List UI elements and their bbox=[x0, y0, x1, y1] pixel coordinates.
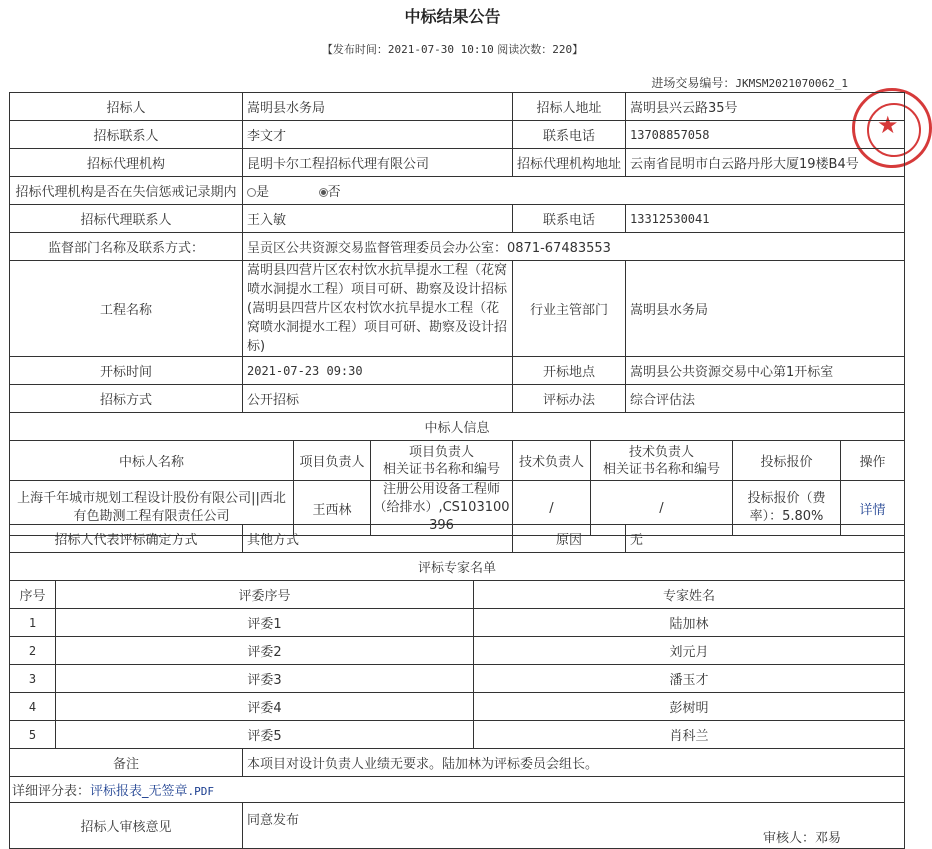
winner-tech-cert: / bbox=[591, 481, 733, 536]
expert-no: 4 bbox=[10, 693, 56, 721]
reason-label: 原因 bbox=[513, 525, 626, 553]
expert-no: 2 bbox=[10, 637, 56, 665]
remarks-table bbox=[9, 748, 905, 849]
confirm-label: 招标人代表评标确定方式 bbox=[10, 525, 243, 553]
winner-name: 上海千年城市规划工程设计股份有限公司||西北有色勘测工程有限责任公司 bbox=[10, 481, 294, 536]
agency-label: 招标代理机构 bbox=[10, 149, 243, 177]
table-row bbox=[10, 665, 905, 693]
winner-header-name: 中标人名称 bbox=[10, 441, 294, 481]
dept-value: 嵩明县水务局 bbox=[626, 261, 905, 357]
expert-name: 彭树明 bbox=[474, 693, 905, 721]
credit-label: 招标代理机构是否在失信惩戒记录期内 bbox=[10, 177, 243, 205]
review-opinion: 同意发布 bbox=[247, 813, 300, 828]
credit-options bbox=[243, 177, 905, 205]
agency-value: 昆明卡尔工程招标代理有限公司 bbox=[243, 149, 513, 177]
views-label: 阅读次数： bbox=[497, 43, 553, 56]
experts-header-no: 序号 bbox=[10, 581, 56, 609]
views-count: 220 bbox=[552, 43, 573, 56]
supervisor-label: 监督部门名称及联系方式： bbox=[10, 233, 243, 261]
expert-seq: 评委3 bbox=[56, 665, 474, 693]
eval-method-value: 综合评估法 bbox=[626, 385, 905, 413]
tenderer-addr-label: 招标人地址 bbox=[513, 93, 626, 121]
project-label: 工程名称 bbox=[10, 261, 243, 357]
method-label: 招标方式 bbox=[10, 385, 243, 413]
tender-info-table bbox=[9, 92, 905, 441]
winner-header-pm: 项目负责人 bbox=[294, 441, 371, 481]
expert-seq: 评委5 bbox=[56, 721, 474, 749]
expert-seq: 评委4 bbox=[56, 693, 474, 721]
remarks-label: 备注 bbox=[10, 749, 243, 777]
score-report-ext: .PDF bbox=[187, 785, 215, 798]
contact-value: 李文才 bbox=[243, 121, 513, 149]
expert-no: 3 bbox=[10, 665, 56, 693]
credit-yes-label: 是 bbox=[256, 185, 270, 200]
publish-time: 2021-07-30 10:10 bbox=[387, 43, 494, 56]
reviewer-name: 邓易 bbox=[815, 831, 842, 846]
winner-header-tech-cert: 技术负责人 相关证书名称和编号 bbox=[591, 441, 733, 481]
expert-no: 1 bbox=[10, 609, 56, 637]
experts-header-name: 专家姓名 bbox=[474, 581, 905, 609]
supervisor-value: 呈贡区公共资源交易监督管理委员会办公室：0871-67483553 bbox=[243, 233, 905, 261]
trade-code-label: 进场交易编号： bbox=[651, 76, 736, 90]
method-value: 公开招标 bbox=[243, 385, 513, 413]
publish-info bbox=[0, 41, 905, 57]
table-row bbox=[10, 721, 905, 749]
winner-pm: 王西林 bbox=[294, 481, 371, 536]
credit-yes-radio[interactable] bbox=[247, 188, 256, 197]
trade-code-value: JKMSM2021070062_1 bbox=[735, 77, 848, 90]
open-time-label: 开标时间 bbox=[10, 357, 243, 385]
agency-contact-label: 招标代理联系人 bbox=[10, 205, 243, 233]
winner-header-action: 操作 bbox=[841, 441, 905, 481]
agency-addr-label: 招标代理机构地址 bbox=[513, 149, 626, 177]
winner-detail-link[interactable]: 详情 bbox=[859, 502, 886, 518]
remarks-value: 本项目对设计负责人业绩无要求。陆加林为评标委员会组长。 bbox=[243, 749, 905, 777]
page-title: 中标结果公告 bbox=[404, 7, 501, 26]
tenderer-label: 招标人 bbox=[10, 93, 243, 121]
expert-name: 陆加林 bbox=[474, 609, 905, 637]
open-place-label: 开标地点 bbox=[513, 357, 626, 385]
table-row bbox=[10, 637, 905, 665]
agency-contact-value: 王入敏 bbox=[243, 205, 513, 233]
expert-name: 刘元月 bbox=[474, 637, 905, 665]
publish-prefix: 【发布时间： bbox=[321, 43, 388, 56]
table-row bbox=[10, 609, 905, 637]
credit-no-radio[interactable] bbox=[319, 188, 328, 197]
tenderer-value: 嵩明县水务局 bbox=[243, 93, 513, 121]
dept-label: 行业主管部门 bbox=[513, 261, 626, 357]
winner-header-pm-cert: 项目负责人 相关证书名称和编号 bbox=[371, 441, 513, 481]
phone2-label: 联系电话 bbox=[513, 205, 626, 233]
agency-addr-value: 云南省昆明市白云路丹彤大厦19楼B4号 bbox=[626, 149, 905, 177]
experts-table bbox=[9, 580, 905, 749]
project-value: 嵩明县四营片区农村饮水抗旱提水工程（花窝喷水洞提水工程）项目可研、勘察及设计招标(嵩明县四营片区农村饮水抗旱提水工程（花窝喷水洞提水工程）项目可研、勘察及设计招标) bbox=[243, 261, 513, 357]
winner-header-tech: 技术负责人 bbox=[513, 441, 591, 481]
winner-table bbox=[9, 440, 905, 536]
experts-header-seq: 评委序号 bbox=[56, 581, 474, 609]
reviewer-label: 审核人： bbox=[763, 831, 816, 846]
winner-tech: / bbox=[513, 481, 591, 536]
eval-method-label: 评标办法 bbox=[513, 385, 626, 413]
review-label: 招标人审核意见 bbox=[10, 803, 243, 849]
reviewer bbox=[763, 827, 841, 846]
open-time-value: 2021-07-23 09:30 bbox=[243, 357, 513, 385]
open-place-value: 嵩明县公共资源交易中心第1开标室 bbox=[626, 357, 905, 385]
score-report-link[interactable] bbox=[90, 784, 214, 799]
official-seal-icon: ★ bbox=[852, 88, 932, 168]
winner-price: 投标报价（费率）：5.80% bbox=[733, 481, 841, 536]
contact-label: 招标联系人 bbox=[10, 121, 243, 149]
expert-no: 5 bbox=[10, 721, 56, 749]
trade-code bbox=[651, 74, 848, 91]
publish-suffix: 】 bbox=[572, 43, 584, 56]
confirm-table bbox=[9, 524, 905, 581]
credit-no-label: 否 bbox=[327, 185, 341, 200]
phone-label: 联系电话 bbox=[513, 121, 626, 149]
expert-seq: 评委1 bbox=[56, 609, 474, 637]
detail-label: 详细评分表： bbox=[12, 784, 91, 799]
phone-value: 13708857058 bbox=[626, 121, 905, 149]
phone2-value: 13312530041 bbox=[626, 205, 905, 233]
review-cell bbox=[243, 803, 905, 849]
table-row bbox=[10, 693, 905, 721]
winner-section-title: 中标人信息 bbox=[10, 413, 905, 441]
winner-header-price: 投标报价 bbox=[733, 441, 841, 481]
winner-pm-cert: 注册公用设备工程师（给排水）,CS103100396 bbox=[371, 481, 513, 536]
expert-name: 潘玉才 bbox=[474, 665, 905, 693]
confirm-value: 其他方式 bbox=[243, 525, 513, 553]
detail-row bbox=[10, 777, 905, 803]
score-report-file: 评标报表_无签章 bbox=[90, 784, 188, 799]
expert-seq: 评委2 bbox=[56, 637, 474, 665]
reason-value: 无 bbox=[626, 525, 905, 553]
tenderer-addr-value: 嵩明县兴云路35号 bbox=[626, 93, 905, 121]
expert-name: 肖科兰 bbox=[474, 721, 905, 749]
experts-section-title: 评标专家名单 bbox=[10, 553, 905, 581]
